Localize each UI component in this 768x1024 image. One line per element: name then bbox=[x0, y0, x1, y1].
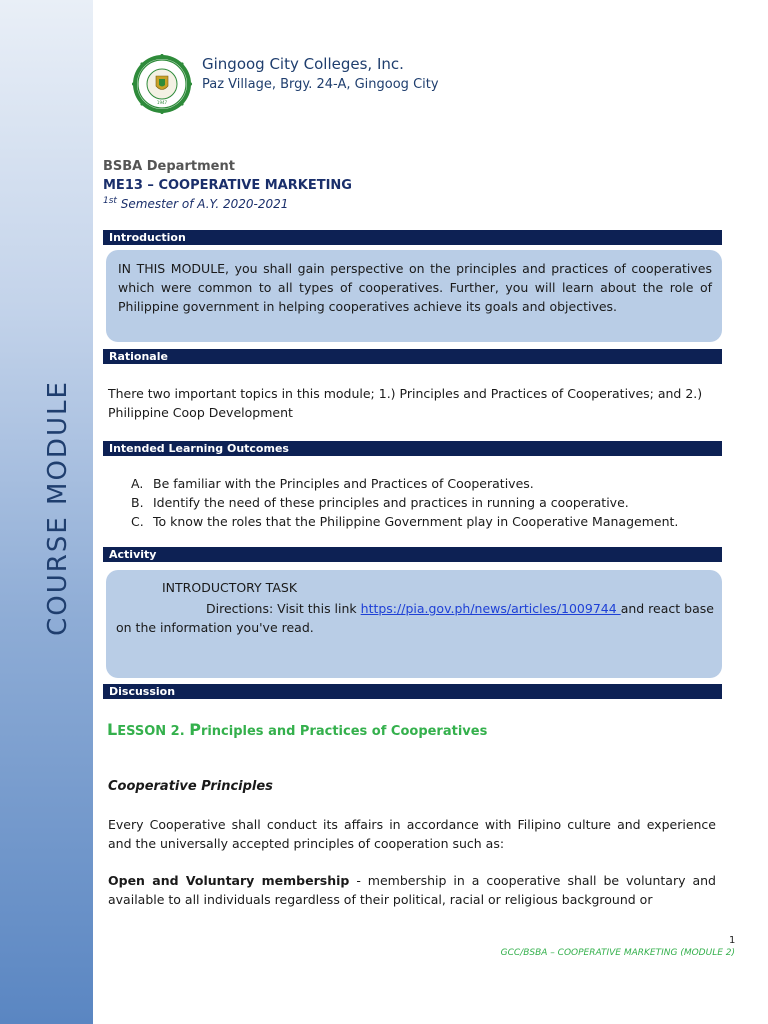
introduction-header: Introduction bbox=[103, 230, 722, 245]
outcomes-list bbox=[131, 474, 731, 531]
directions-prefix: Directions: Visit this link bbox=[206, 601, 361, 616]
paragraph-principles-intro: Every Cooperative shall conduct its affairs in accordance with Filipino culture and experience and the universally accepted principles of cooperation such as: bbox=[108, 817, 716, 851]
school-address: Paz Village, Brgy. 24-A, Gingoog City bbox=[202, 77, 439, 92]
discussion-header: Discussion bbox=[103, 684, 722, 699]
outcome-item bbox=[131, 474, 731, 493]
introduction-text: IN THIS MODULE, you shall gain perspective on the principles and practices of cooperatives which were common to all types of cooperatives. Further, you will learn about the role of Philippine government in helping cooperatives achieve its goals and objectives. bbox=[118, 261, 712, 314]
lesson-p-rest: rinciples and Practices of Cooperatives bbox=[200, 724, 488, 739]
outcome-item bbox=[131, 493, 731, 512]
lesson-title bbox=[107, 720, 487, 739]
open-membership-definition: - membership in a cooperative shall be voluntary and available to all individuals regardless of their political, racial or religious background or bbox=[108, 873, 716, 907]
outcome-text: Identify the need of these principles and practices in running a cooperative. bbox=[153, 495, 629, 510]
department-label: BSBA Department bbox=[103, 159, 235, 174]
task-title: INTRODUCTORY TASK bbox=[162, 580, 298, 595]
activity-header: Activity bbox=[103, 547, 722, 562]
outcome-text: Be familiar with the Principles and Practices of Cooperatives. bbox=[153, 476, 534, 491]
rationale-header: Rationale bbox=[103, 349, 722, 364]
page-number: 1 bbox=[729, 935, 736, 946]
activity-box bbox=[106, 570, 722, 678]
lesson-l-rest: ESSON 2. bbox=[117, 724, 190, 739]
semester-label bbox=[103, 196, 288, 211]
outcome-letter: B. bbox=[131, 495, 144, 510]
footer-text: GCC/BSBA – COOPERATIVE MARKETING (MODULE 2) bbox=[500, 948, 735, 958]
open-membership-term: Open and Voluntary membership bbox=[108, 873, 350, 888]
side-title: COURSE MODULE bbox=[43, 380, 73, 636]
outcome-letter: A. bbox=[131, 476, 144, 491]
directions-suffix: and react base on the information you've read. bbox=[116, 601, 714, 635]
task-directions bbox=[116, 599, 716, 637]
outcome-letter: C. bbox=[131, 514, 144, 529]
semester-text: Semester of A.Y. 2020-2021 bbox=[116, 197, 289, 211]
introduction-box bbox=[106, 250, 722, 342]
logo-year: 1947 bbox=[156, 100, 168, 105]
cooperative-principles-heading: Cooperative Principles bbox=[108, 779, 273, 794]
outcome-text: To know the roles that the Philippine Government play in Cooperative Management. bbox=[153, 514, 679, 529]
semester-ordinal: 1st bbox=[103, 196, 117, 206]
outcomes-header: Intended Learning Outcomes bbox=[103, 441, 722, 456]
article-link[interactable]: https://pia.gov.ph/news/articles/1009744 bbox=[360, 601, 621, 616]
college-seal-logo bbox=[132, 54, 192, 114]
lesson-p-cap: P bbox=[189, 720, 201, 739]
course-title: ME13 – COOPERATIVE MARKETING bbox=[103, 178, 352, 193]
school-name: Gingoog City Colleges, Inc. bbox=[202, 55, 404, 73]
rationale-text: There two important topics in this module; 1.) Principles and Practices of Cooperatives; and 2.) Philippine Coop Development bbox=[108, 386, 703, 420]
paragraph-open-membership bbox=[108, 871, 716, 909]
lesson-l-cap: L bbox=[107, 720, 118, 739]
outcome-item bbox=[131, 512, 731, 531]
